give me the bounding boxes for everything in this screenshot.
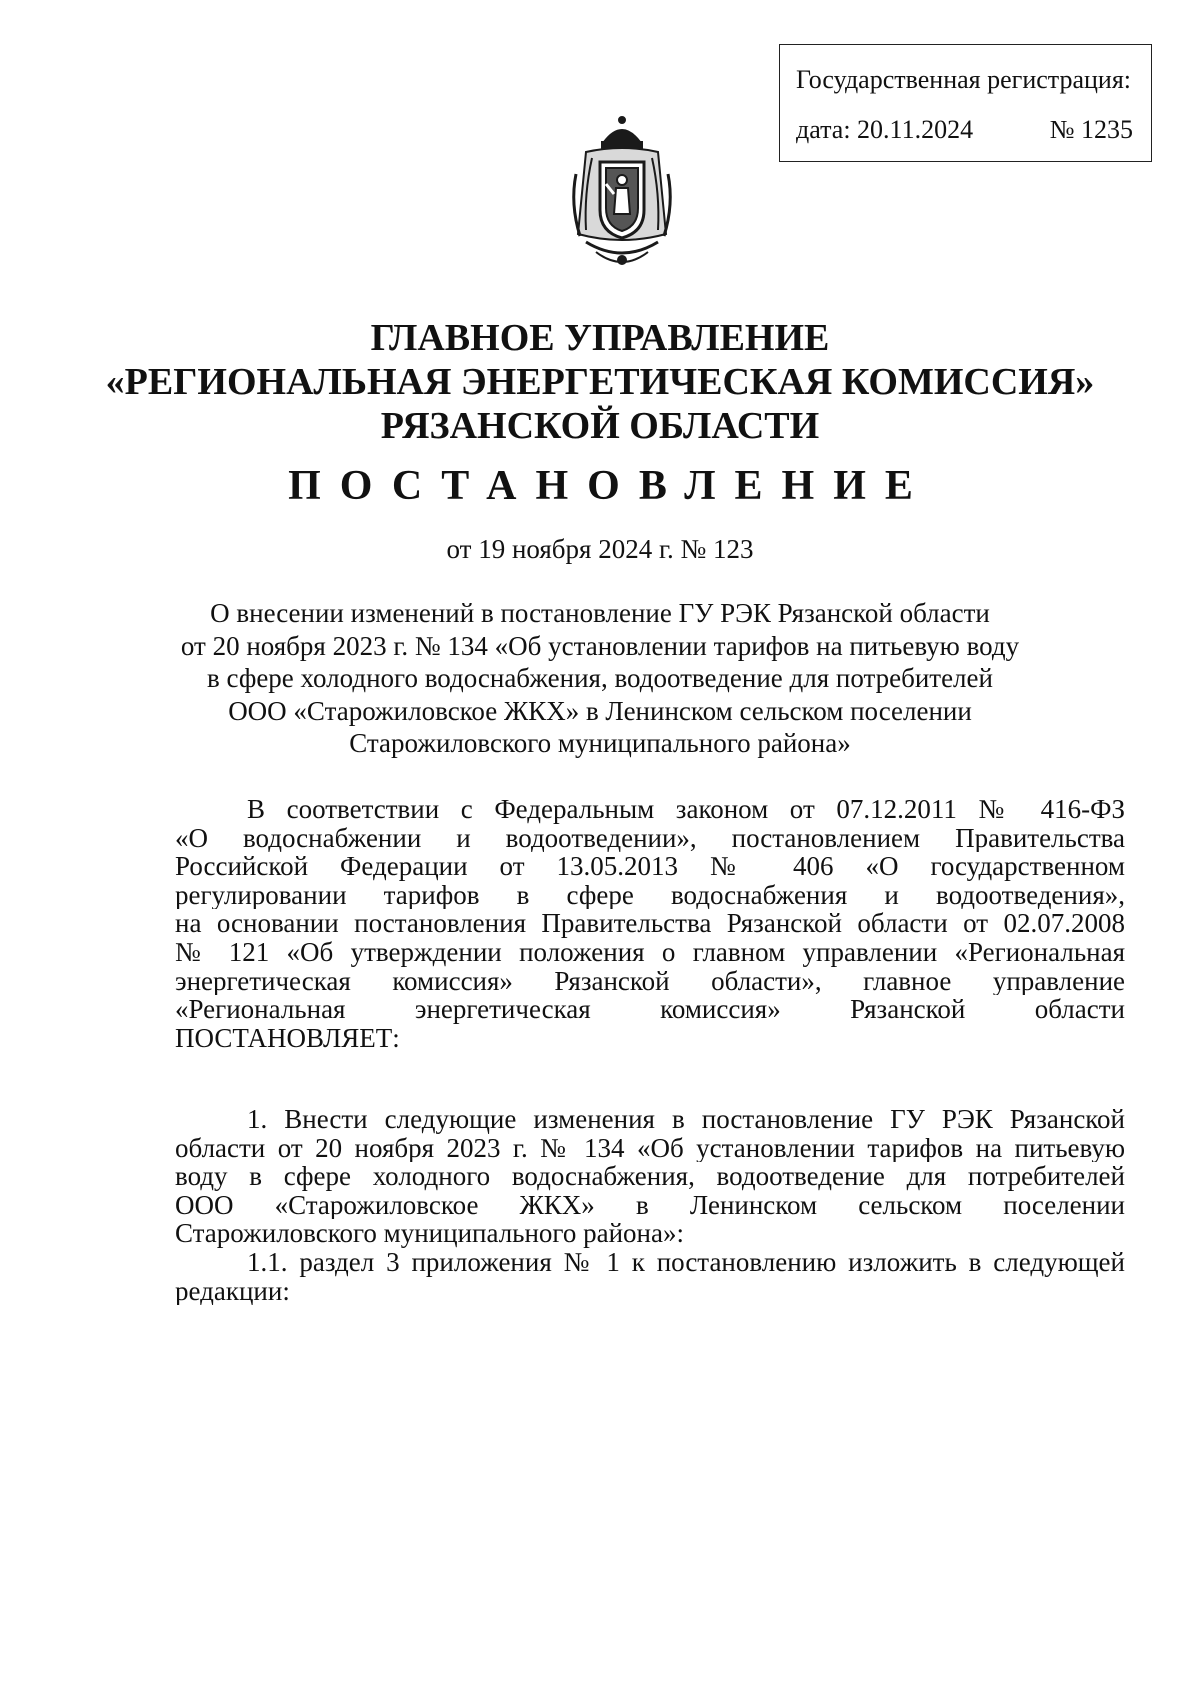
text-line: регулировании тарифов в сфере водоснабжения и водоотведения», — [175, 880, 1125, 910]
text-line: Российской Федерации от 13.05.2013 № 406 «О государственном — [175, 852, 1125, 881]
text-line: редакции: — [175, 1276, 290, 1306]
clause-1 — [175, 1105, 1125, 1248]
text-line: «О водоснабжении и водоотведении», постановлением Правительства — [175, 823, 1125, 853]
registration-title: Государственная регистрация: — [796, 65, 1132, 94]
document-subject — [0, 597, 1200, 760]
subject-line: О внесении изменений в постановление ГУ РЭК Рязанской области — [210, 598, 990, 628]
text-line: воду в сфере холодного водоснабжения, водоотведение для потребителей — [175, 1162, 1125, 1191]
preamble-paragraph — [175, 795, 1125, 1052]
document-type: ПОСТАНОВЛЕНИЕ — [288, 463, 932, 509]
text-line: В соответствии с Федеральным законом от 07.12.2011 № 416-ФЗ — [247, 795, 1125, 824]
authority-name-line3: РЯЗАНСКОЙ ОБЛАСТИ — [380, 405, 820, 447]
authority-name-line1: ГЛАВНОЕ УПРАВЛЕНИЕ — [370, 317, 830, 359]
registration-stamp — [779, 44, 1152, 162]
subject-line: Старожиловского муниципального района» — [349, 728, 851, 758]
registration-date: дата: 20.11.2024 — [796, 115, 974, 144]
subject-line: от 20 ноября 2023 г. № 134 «Об установлении тарифов на питьевую воду — [180, 630, 1020, 661]
text-line: «Региональная энергетическая комиссия» Рязанской области — [175, 995, 1125, 1024]
subject-line: в сфере холодного водоснабжения, водоотведение для потребителей — [207, 663, 993, 693]
text-line: энергетическая комиссия» Рязанской области», главное управление — [175, 966, 1125, 996]
text-line: на основании постановления Правительства Рязанской области от 02.07.2008 — [175, 909, 1125, 938]
subject-line: ООО «Старожиловское ЖКХ» в Ленинском сельском поселении — [228, 695, 972, 726]
coat-of-arms-icon — [566, 114, 678, 274]
text-line: 1. Внести следующие изменения в постановление ГУ РЭК Рязанской — [247, 1105, 1125, 1134]
registration-number: № 1235 — [1049, 115, 1133, 144]
text-line: ООО «Старожиловское ЖКХ» в Ленинском сельском поселении — [175, 1190, 1125, 1220]
text-line: области от 20 ноября 2023 г. № 134 «Об установлении тарифов на питьевую — [175, 1133, 1125, 1163]
text-line: № 121 «Об утверждении положения о главном управлении «Региональная — [175, 937, 1125, 967]
text-line: 1.1. раздел 3 приложения № 1 к постановлению изложить в следующей — [247, 1248, 1125, 1277]
clause-1-1 — [175, 1248, 1125, 1305]
text-line: ПОСТАНОВЛЯЕТ: — [175, 1023, 400, 1053]
authority-name-line2: «РЕГИОНАЛЬНАЯ ЭНЕРГЕТИЧЕСКАЯ КОМИССИЯ» — [105, 361, 1095, 403]
text-line: Старожиловского муниципального района»: — [175, 1219, 684, 1248]
document-date-number: от 19 ноября 2024 г. № 123 — [446, 534, 754, 564]
